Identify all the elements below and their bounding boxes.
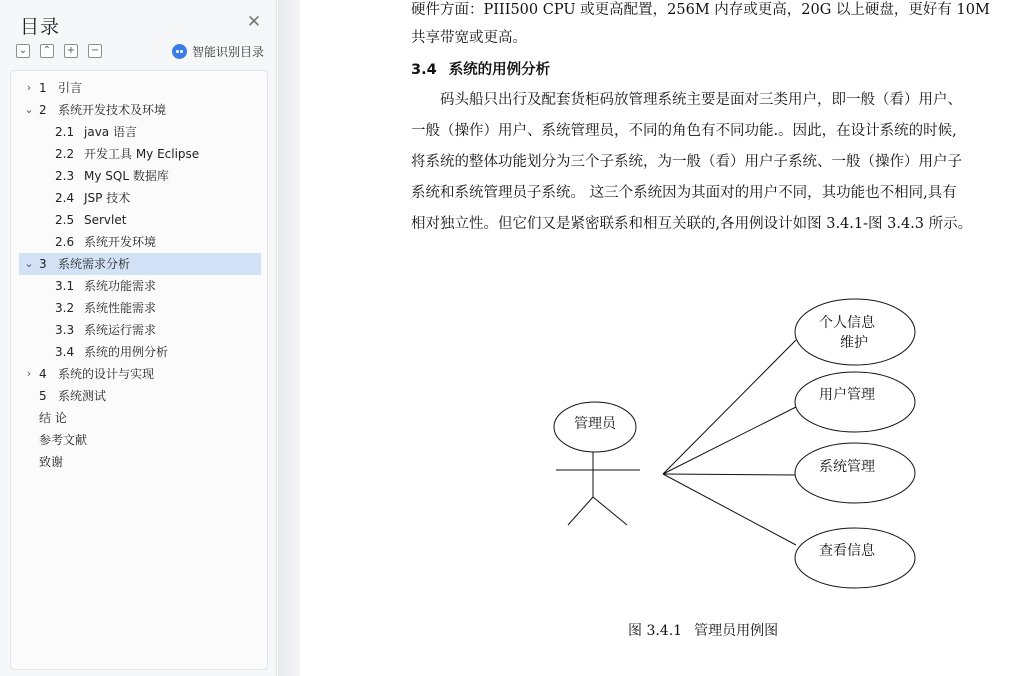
toc-item[interactable]	[19, 253, 261, 275]
actor-label: 管理员	[574, 416, 616, 432]
association-line	[663, 340, 796, 474]
toc-item-label: 系统开发环境	[84, 235, 157, 249]
toc-item-number: 2.1	[55, 125, 75, 139]
paragraph-line: 系统和系统管理员子系统。 这三个系统因为其面对的用户不同，其功能也不相同,具有	[411, 185, 957, 201]
association-line	[663, 474, 796, 475]
toc-item[interactable]	[11, 319, 269, 341]
toc-item-label: Servlet	[84, 213, 127, 227]
toc-item-number: 2.6	[55, 235, 75, 249]
toc-item[interactable]	[11, 297, 269, 319]
toc-item-label: 系统开发技术及环境	[58, 103, 167, 117]
close-icon[interactable]: ✕	[246, 12, 262, 32]
toc-item-number: 1	[39, 81, 47, 95]
toc-panel	[10, 70, 268, 670]
chevron-down-icon[interactable]: ⌄	[24, 103, 34, 116]
toc-item-label: 系统性能需求	[84, 301, 157, 315]
toc-item-number: 3.3	[55, 323, 75, 337]
expand-all-icon[interactable]: ⌃	[40, 44, 54, 58]
association-line	[663, 407, 796, 474]
toc-item[interactable]	[11, 99, 269, 121]
toc-item-number: 3	[39, 257, 47, 271]
toc-item[interactable]	[11, 231, 269, 253]
toc-item-number: 5	[39, 389, 47, 403]
toc-item[interactable]	[11, 363, 269, 385]
toc-item[interactable]	[11, 209, 269, 231]
toc-list	[11, 77, 269, 473]
toc-item-label: My SQL 数据库	[84, 169, 169, 183]
toc-item-label: 系统功能需求	[84, 279, 157, 293]
remove-heading-icon[interactable]: −	[88, 44, 102, 58]
figure-caption-number: 图 3.4.1	[628, 623, 683, 639]
toc-item[interactable]	[11, 429, 269, 451]
toc-item-label: 结 论	[39, 411, 67, 425]
toc-item-label: 开发工具 My Eclipse	[84, 147, 200, 161]
actor-leg-left	[568, 497, 593, 525]
toc-item[interactable]	[11, 77, 269, 99]
toc-item[interactable]	[11, 143, 269, 165]
smart-toc-button[interactable]	[172, 43, 264, 60]
body-line: 硬件方面：PIII500 CPU 或更高配置，256M 内存或更高，20G 以上硬盘，更好有 10M	[411, 2, 990, 18]
paragraph-line: 码头船只出行及配套货柜码放管理系统主要是面对三类用户，即一般（看）用户、	[411, 92, 962, 108]
toc-item-label: 系统的用例分析	[84, 345, 169, 359]
sidebar-title: 目录	[20, 16, 61, 38]
toc-item-label: 参考文献	[39, 433, 88, 447]
toc-item-label: 系统运行需求	[84, 323, 157, 337]
toc-item[interactable]	[11, 385, 269, 407]
toc-item-number: 2.3	[55, 169, 75, 183]
toc-toolbar	[16, 44, 102, 58]
actor-leg-right	[593, 497, 627, 525]
toc-item-label: 系统需求分析	[58, 257, 131, 271]
body-line: 共享带宽或更高。	[411, 30, 527, 46]
figure-caption-text: 管理员用例图	[694, 623, 779, 639]
toc-item-number: 2	[39, 103, 47, 117]
toc-item[interactable]	[11, 451, 269, 473]
use-case-label: 系统管理	[819, 459, 875, 475]
use-case-diagram	[550, 295, 930, 595]
toc-item[interactable]	[11, 275, 269, 297]
section-heading	[411, 58, 550, 79]
toc-item[interactable]	[11, 407, 269, 429]
toc-item-label: java 语言	[84, 125, 137, 139]
toc-sidebar	[0, 0, 277, 676]
collapse-all-icon[interactable]: ⌄	[16, 44, 30, 58]
paragraph-line: 将系统的整体功能划分为三个子系统，为一般（看）用户子系统、一般（操作）用户子	[411, 154, 962, 170]
page-gutter	[278, 0, 300, 676]
add-heading-icon[interactable]: +	[64, 44, 78, 58]
figure-caption	[628, 620, 778, 640]
smart-toc-icon	[172, 44, 187, 59]
chevron-right-icon[interactable]: ›	[26, 367, 32, 380]
toc-item-number: 3.4	[55, 345, 75, 359]
toc-item[interactable]	[11, 187, 269, 209]
toc-item-number: 4	[39, 367, 47, 381]
association-line	[663, 474, 796, 545]
toc-item-label: 致谢	[39, 455, 64, 469]
toc-item[interactable]	[11, 165, 269, 187]
toc-item-number: 3.1	[55, 279, 75, 293]
toc-item-number: 2.5	[55, 213, 75, 227]
paragraph-line: 相对独立性。但它们又是紧密联系和相互关联的,各用例设计如图 3.4.1-图 3.4.3 所示。	[411, 216, 973, 232]
toc-item-label: JSP 技术	[84, 191, 131, 205]
toc-item-number: 3.2	[55, 301, 75, 315]
toc-item-label: 系统测试	[58, 389, 107, 403]
toc-item-label: 系统的设计与实现	[58, 367, 155, 381]
toc-item[interactable]	[11, 121, 269, 143]
toc-item[interactable]	[11, 341, 269, 363]
use-case-label: 维护	[840, 335, 868, 351]
chevron-right-icon[interactable]: ›	[26, 81, 32, 94]
section-heading-number: 3.4	[411, 62, 437, 78]
chevron-down-icon[interactable]: ⌄	[24, 257, 34, 270]
toc-item-label: 引言	[58, 81, 83, 95]
use-case	[795, 299, 915, 365]
section-heading-text: 系统的用例分析	[448, 62, 551, 78]
use-case-label: 个人信息	[819, 315, 875, 331]
use-case-label: 查看信息	[819, 543, 875, 559]
paragraph-line: 一般（操作）用户、系统管理员，不同的角色有不同功能.。因此，在设计系统的时候,	[411, 123, 957, 139]
use-case-label: 用户管理	[819, 387, 875, 403]
toc-item-number: 2.4	[55, 191, 75, 205]
smart-toc-label: 智能识别目录	[192, 45, 265, 59]
document-page[interactable]	[300, 0, 1014, 676]
toc-item-number: 2.2	[55, 147, 75, 161]
